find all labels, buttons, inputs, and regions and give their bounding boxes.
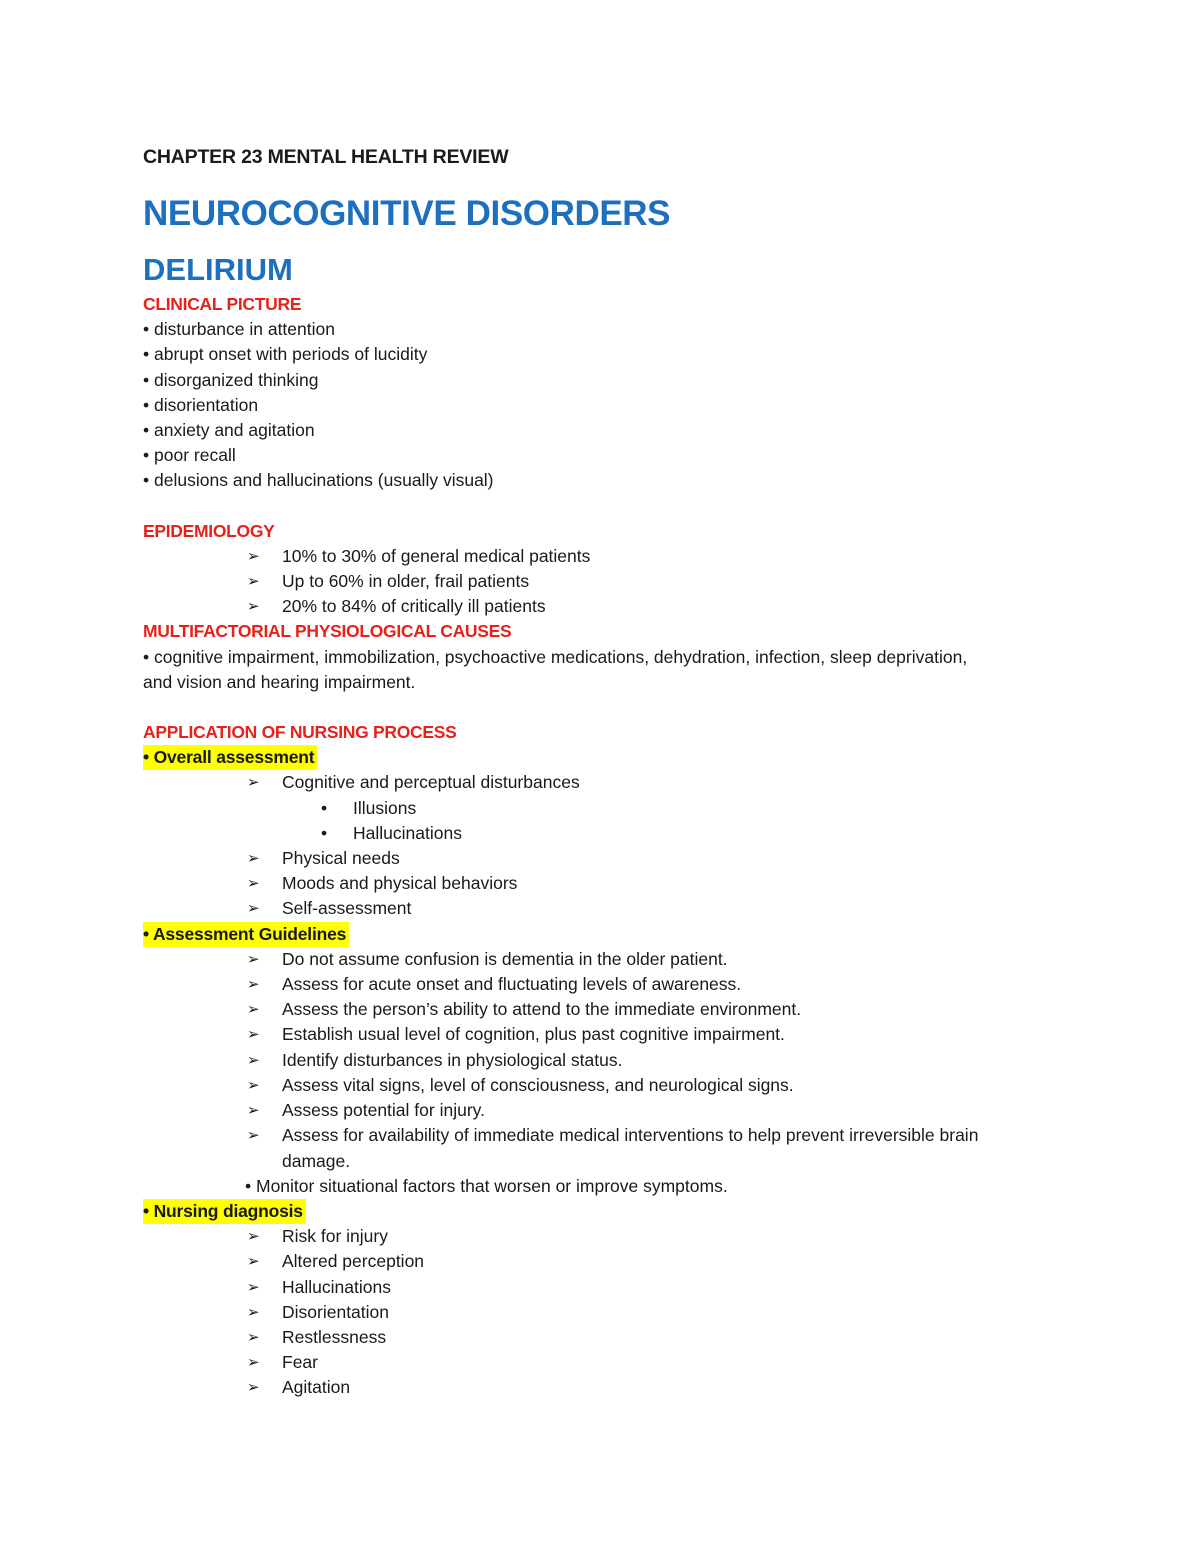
list-item: ➢ Assess the person’s ability to attend to the immediate environment. <box>143 997 1063 1022</box>
arrow-bullet-icon: ➢ <box>247 598 260 616</box>
bullet-icon: • <box>321 822 328 843</box>
list-item: ➢ Altered perception <box>143 1249 1063 1274</box>
list-item: ➢ Moods and physical behaviors <box>143 871 1063 896</box>
arrow-bullet-icon: ➢ <box>247 1228 260 1246</box>
arrow-bullet-icon: ➢ <box>247 1354 260 1372</box>
arrow-bullet-icon: ➢ <box>247 774 260 792</box>
list-item: ➢ Restlessness <box>143 1325 1063 1350</box>
list-item: ➢ Agitation <box>143 1375 1063 1400</box>
list-item: ➢ Assess potential for injury. <box>143 1098 1063 1123</box>
spacer <box>143 695 1063 720</box>
arrow-bullet-icon: ➢ <box>247 850 260 868</box>
sub-list-item: • Hallucinations <box>143 821 1063 846</box>
causes-heading: MULTIFACTORIAL PHYSIOLOGICAL CAUSES <box>143 621 512 642</box>
list-item: • disorganized thinking <box>143 369 319 390</box>
arrow-bullet-icon: ➢ <box>247 1328 260 1346</box>
list-item: • abrupt onset with periods of lucidity <box>143 344 428 365</box>
list-item: ➢ Physical needs <box>143 846 1063 871</box>
document-page <box>143 140 1063 1401</box>
arrow-bullet-icon: ➢ <box>247 1303 260 1321</box>
arrow-bullet-icon: ➢ <box>247 1253 260 1271</box>
list-item: ➢ Assess for acute onset and fluctuating levels of awareness. <box>143 972 1063 997</box>
arrow-bullet-icon: ➢ <box>247 976 260 994</box>
arrow-bullet-icon: ➢ <box>247 1026 260 1044</box>
list-item: ➢ Fear <box>143 1350 1063 1375</box>
clinical-picture-heading: CLINICAL PICTURE <box>143 294 302 314</box>
list-item: ➢ Hallucinations <box>143 1275 1063 1300</box>
list-item-continued: damage. <box>282 1150 351 1171</box>
list-item: ➢ Self-assessment <box>143 896 1063 921</box>
chapter-heading: CHAPTER 23 MENTAL HEALTH REVIEW <box>143 146 509 168</box>
arrow-bullet-icon: ➢ <box>247 1001 260 1019</box>
causes-text-continued: and vision and hearing impairment. <box>143 671 416 692</box>
list-item: ➢ Up to 60% in older, frail patients <box>143 569 1063 594</box>
list-item: ➢ Risk for injury <box>143 1224 1063 1249</box>
list-item: ➢ Disorientation <box>143 1300 1063 1325</box>
arrow-bullet-icon: ➢ <box>247 573 260 591</box>
list-item: ➢ Assess for availability of immediate medical interventions to help prevent irreversible brain <box>143 1123 1063 1148</box>
arrow-bullet-icon: ➢ <box>247 1278 260 1296</box>
causes-text: • cognitive impairment, immobilization, psychoactive medications, dehydration, infection, sleep deprivation, <box>143 646 968 667</box>
arrow-bullet-icon: ➢ <box>247 1076 260 1094</box>
list-item: • poor recall <box>143 445 236 466</box>
list-item: ➢ Assess vital signs, level of consciousness, and neurological signs. <box>143 1073 1063 1098</box>
arrow-bullet-icon: ➢ <box>247 1051 260 1069</box>
list-item: ➢ Establish usual level of cognition, plus past cognitive impairment. <box>143 1022 1063 1047</box>
list-item: ➢ Cognitive and perceptual disturbances <box>143 770 1063 795</box>
list-item: ➢ Identify disturbances in physiological status. <box>143 1048 1063 1073</box>
arrow-bullet-icon: ➢ <box>247 547 260 565</box>
epidemiology-heading: EPIDEMIOLOGY <box>143 520 275 541</box>
list-item: • anxiety and agitation <box>143 420 315 441</box>
list-item: ➢ 20% to 84% of critically ill patients <box>143 594 1063 619</box>
arrow-bullet-icon: ➢ <box>247 950 260 968</box>
arrow-bullet-icon: ➢ <box>247 1102 260 1120</box>
list-item: • disturbance in attention <box>143 319 335 340</box>
arrow-bullet-icon: ➢ <box>247 875 260 893</box>
overall-assessment-label: • Overall assessment <box>143 745 1063 770</box>
page-title: NEUROCOGNITIVE DISORDERS <box>143 194 671 233</box>
list-item: ➢ 10% to 30% of general medical patients <box>143 544 1063 569</box>
arrow-bullet-icon: ➢ <box>247 900 260 918</box>
list-item: • delusions and hallucinations (usually visual) <box>143 470 494 491</box>
arrow-bullet-icon: ➢ <box>247 1127 260 1145</box>
spacer <box>143 494 1063 519</box>
arrow-bullet-icon: ➢ <box>247 1379 260 1397</box>
section-title-delirium: DELIRIUM <box>143 252 293 287</box>
bullet-icon: • <box>321 797 328 818</box>
assessment-guidelines-label: • Assessment Guidelines <box>143 922 1063 947</box>
nursing-process-heading: APPLICATION OF NURSING PROCESS <box>143 722 457 743</box>
monitor-item: • Monitor situational factors that worsen or improve symptoms. <box>245 1175 728 1196</box>
nursing-diagnosis-label: • Nursing diagnosis <box>143 1199 1063 1224</box>
list-item: ➢ Do not assume confusion is dementia in the older patient. <box>143 947 1063 972</box>
sub-list-item: • Illusions <box>143 796 1063 821</box>
list-item: • disorientation <box>143 394 259 415</box>
